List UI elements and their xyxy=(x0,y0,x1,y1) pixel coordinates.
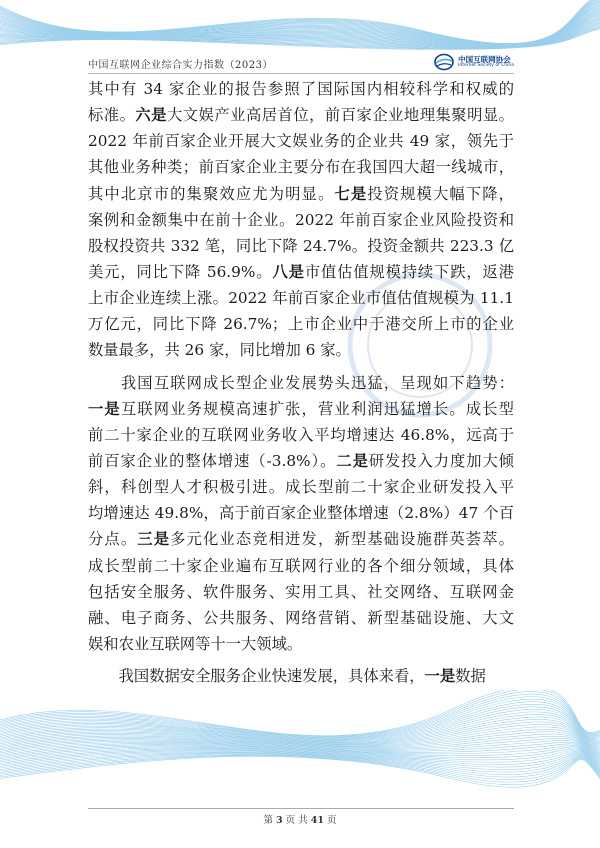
text-line xyxy=(88,370,514,396)
text-line xyxy=(88,474,514,500)
text-line xyxy=(88,631,514,657)
text-run: 其中北京市的集聚效应尤为明显。 xyxy=(88,184,335,203)
text-run: 市值估值规模持续下跌，返港 xyxy=(304,262,514,281)
organization-logo xyxy=(433,52,514,72)
text-run: 标准。 xyxy=(88,106,136,125)
bold-keyword: 七是 xyxy=(334,184,368,203)
text-run: 融、电子商务、公共服务、网络营销、新型基础设施、大文 xyxy=(88,608,514,627)
text-line xyxy=(88,605,514,631)
text-run: 前二十家企业的互联网业务收入平均增速达 46.8%，远高于 xyxy=(88,425,514,444)
text-line xyxy=(88,500,514,526)
text-line xyxy=(88,448,514,474)
text-line xyxy=(88,553,514,579)
bold-keyword: 二是 xyxy=(336,451,369,470)
body-text xyxy=(88,76,514,689)
text-run: 前百家企业的整体增速（-3.8%）。 xyxy=(88,451,337,470)
text-run: 互联网业务规模高速扩张，营业利润迅猛增长。成长型 xyxy=(120,399,514,418)
text-run: 包括安全服务、软件服务、实用工具、社交网络、互联网金 xyxy=(88,582,514,601)
text-line xyxy=(88,233,514,259)
footer-prefix: 第 xyxy=(263,815,273,826)
text-run: 股权投资共 332 笔，同比下降 24.7%。投资金额共 223.3 亿 xyxy=(88,236,514,255)
text-line xyxy=(88,128,514,154)
text-run: 其中有 34 家企业的报告参照了国际国内相较科学和权威的 xyxy=(88,80,514,98)
header-divider xyxy=(88,73,514,74)
text-run: 案例和金额集中在前十企业。2022 年前百家企业风险投资和 xyxy=(88,210,514,229)
text-run: 2022 年前百家企业开展大文娱业务的企业共 49 家，领先于 xyxy=(88,132,514,151)
page-header xyxy=(88,52,514,72)
text-run: 分点。 xyxy=(88,530,138,549)
text-line xyxy=(88,259,514,285)
text-line xyxy=(88,422,514,448)
text-line xyxy=(88,285,514,311)
text-line xyxy=(88,154,514,180)
text-run: 我国互联网成长型企业发展势头迅猛，呈现如下趋势： xyxy=(88,373,514,392)
text-run: 娱和农业互联网等十一大领域。 xyxy=(88,634,303,653)
text-run: 数据 xyxy=(455,667,486,686)
text-run: 斜，科创型人才积极引进。成长型前二十家企业研发投入平 xyxy=(88,478,514,497)
logo-name-cn: 中国互联网协会 xyxy=(458,54,511,64)
footer-divider xyxy=(88,808,514,809)
text-run: 万亿元，同比下降 26.7%；上市企业中于港交所上市的企业 xyxy=(88,315,514,334)
text-run: 投资规模大幅下降， xyxy=(367,184,514,203)
text-run: 大文娱产业高居首位，前百家企业地理集聚明显。 xyxy=(166,106,514,125)
text-line xyxy=(88,663,514,689)
text-line xyxy=(88,526,514,552)
text-line xyxy=(88,76,514,102)
text-line xyxy=(88,102,514,128)
bold-keyword: 三是 xyxy=(137,530,171,549)
text-run: 成长型前二十家企业遍布互联网行业的各个细分领域，具体 xyxy=(88,556,514,575)
text-run: 上市企业连续上涨。2022 年前百家企业市值估值规模为 11.1 xyxy=(88,289,514,308)
bold-keyword: 一是 xyxy=(424,667,456,686)
text-line xyxy=(88,207,514,233)
text-run: 美元，同比下降 56.9%。 xyxy=(88,262,273,281)
current-page-number: 3 xyxy=(276,815,283,826)
wave-line xyxy=(0,690,600,736)
page-footer xyxy=(0,812,600,826)
text-run: 数量最多，共 26 家，同比增加 6 家。 xyxy=(88,341,351,360)
footer-middle: 页 共 xyxy=(285,815,308,826)
bold-keyword: 一是 xyxy=(88,399,121,418)
globe-logo-icon xyxy=(433,53,455,71)
text-line xyxy=(88,311,514,337)
bold-keyword: 六是 xyxy=(135,106,167,125)
header-title: 中国互联网企业综合实力指数（2023） xyxy=(88,60,273,71)
text-run: 均增速达 49.8%，高于前百家企业整体增速（2.8%）47 个百 xyxy=(88,504,514,523)
wave-line xyxy=(0,755,600,782)
text-line xyxy=(88,181,514,207)
logo-name-en: Internet Society of China xyxy=(458,63,514,68)
text-run: 我国数据安全服务企业快速发展，具体来看， xyxy=(88,667,425,686)
logo-text xyxy=(458,56,514,69)
footer-suffix: 页 xyxy=(327,815,337,826)
text-line xyxy=(88,337,514,363)
text-run: 多元化业态竞相迸发，新型基础设施群英荟萃。 xyxy=(170,530,514,549)
text-line xyxy=(88,579,514,605)
total-pages-number: 41 xyxy=(310,815,324,826)
text-run: 研发投入力度加大倾 xyxy=(368,451,514,470)
bold-keyword: 八是 xyxy=(272,262,305,281)
text-run: 其他业务种类；前百家企业主要分布在我国四大超一线城市， xyxy=(88,158,514,177)
text-line xyxy=(88,396,514,422)
